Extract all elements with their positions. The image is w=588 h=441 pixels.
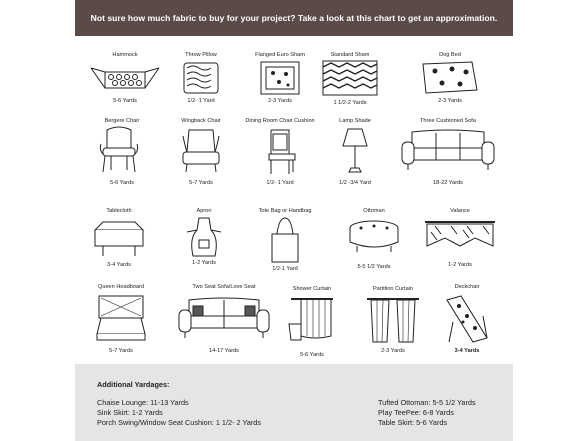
item-name: Lamp Shade [339, 118, 371, 124]
additional-right-line: Table Skirt: 5-6 Yards [378, 418, 448, 427]
item-yards: 1 1/2-2 Yards [333, 100, 367, 106]
item-yards: 1/2- 1 Yard [187, 98, 215, 104]
item-yards: 3-4 Yards [454, 348, 480, 354]
item-yards: 5-6 Yards [300, 352, 324, 358]
item-tote-bag [249, 206, 321, 278]
item-dining-chair-cushion [243, 116, 317, 188]
item-name: Valance [450, 208, 470, 214]
deckchair-icon [443, 292, 491, 346]
item-tablecloth [89, 206, 149, 278]
item-hammock [85, 50, 165, 106]
sofa-icon [398, 128, 498, 174]
item-yards: 1/2-1 Yard [272, 266, 298, 272]
tote-bag-icon [269, 216, 301, 264]
item-apron [179, 206, 229, 272]
valance-icon [423, 218, 497, 252]
header-banner: Not sure how much fabric to buy for your project? Take a look at this chart to get an approximation. [75, 0, 513, 36]
additional-left-line: Sink Skirt: 1-2 Yards [97, 408, 163, 417]
item-name: Standard Sham [330, 52, 370, 58]
additional-left-line: Chaise Lounge: 11-13 Yards [97, 398, 189, 407]
fabric-chart [75, 0, 513, 441]
additional-left-line: Porch Swing/Window Seat Cushion: 1 1/2- 2 Yards [97, 418, 261, 427]
item-yards: 1/2- 1 Yard [266, 180, 294, 186]
item-name: Two Seat Sofa/Love Seat [192, 284, 256, 290]
item-name: Dog Bed [439, 52, 461, 58]
item-lamp-shade [327, 116, 383, 188]
item-yards: 14-17 Yards [209, 348, 239, 354]
apron-icon [185, 216, 223, 258]
item-name: Ottoman [363, 208, 385, 214]
item-yards: 1/2 -3/4 Yard [339, 180, 371, 186]
item-yards: 2-3 Yards [438, 98, 462, 104]
item-yards: 2-3 Yards [381, 348, 405, 354]
item-yards: 5-6 Yards [113, 98, 137, 104]
item-name: Tote Bag or Handbag [258, 208, 312, 214]
item-name: Flanged Euro Sham [255, 52, 305, 58]
item-name: Deckchair [454, 284, 480, 290]
item-bergere-chair [89, 116, 155, 188]
item-ottoman [339, 206, 409, 278]
item-two-seat-sofa [169, 282, 279, 358]
item-dog-bed [410, 50, 490, 106]
item-yards: 5-5 1/2 Yards [357, 264, 391, 270]
item-name: Shower Curtain [292, 286, 332, 292]
ottoman-icon [347, 218, 401, 258]
tablecloth-icon [93, 218, 145, 258]
item-yards: 5-7 Yards [189, 180, 213, 186]
item-name: Queen Headboard [97, 284, 145, 290]
item-name: Dining Room Chair Cushion [245, 118, 315, 124]
item-name: Apron [196, 208, 212, 214]
item-name: Partition Curtain [372, 286, 414, 292]
item-three-cushioned-sofa [393, 116, 503, 188]
item-yards: 1-2 Yards [192, 260, 216, 266]
additional-right-line: Play TeePee: 6-8 Yards [378, 408, 454, 417]
item-name: Throw Pillow [185, 52, 217, 58]
item-yards: 1-2 Yards [448, 262, 472, 268]
item-deckchair [437, 282, 497, 358]
item-valance [415, 206, 505, 278]
item-name: Wingback Chair [181, 118, 221, 124]
shower-curtain-icon [287, 296, 337, 346]
item-yards: 2-3 Yards [268, 98, 292, 104]
pillow-icon [181, 60, 221, 96]
item-yards: 18-22 Yards [433, 180, 463, 186]
dog-bed-icon [420, 58, 480, 96]
item-name: Hammock [112, 52, 138, 58]
standard-sham-icon [321, 59, 379, 97]
item-standard-sham [315, 50, 385, 110]
item-partition-curtain [355, 282, 431, 358]
partition-curtain-icon [365, 296, 421, 346]
lamp-shade-icon [341, 126, 369, 176]
item-wingback-chair [171, 116, 231, 188]
sham-icon [259, 60, 301, 96]
item-shower-curtain [281, 282, 343, 358]
additional-title: Additional Yardages: [97, 380, 170, 389]
wingback-chair-icon [179, 126, 223, 178]
additional-right-line: Tufted Ottoman: 5-5 1/2 Yards [378, 398, 476, 407]
love-seat-icon [177, 296, 271, 342]
item-name: Tablecloth [106, 208, 132, 214]
hammock-icon [89, 58, 161, 96]
item-name: Bergere Chair [104, 118, 140, 124]
item-queen-headboard [89, 282, 153, 358]
bergere-chair-icon [97, 126, 141, 176]
dining-chair-icon [265, 126, 297, 178]
item-yards: 3-4 Yards [107, 262, 131, 268]
headboard-icon [95, 292, 147, 344]
item-yards: 5-6 Yards [110, 180, 134, 186]
item-name: Three Cushioned Sofa [420, 118, 476, 124]
item-throw-pillow [171, 50, 231, 106]
item-yards: 5-7 Yards [109, 348, 133, 354]
additional-yardages [75, 364, 513, 441]
item-flanged-euro-sham [245, 50, 315, 106]
